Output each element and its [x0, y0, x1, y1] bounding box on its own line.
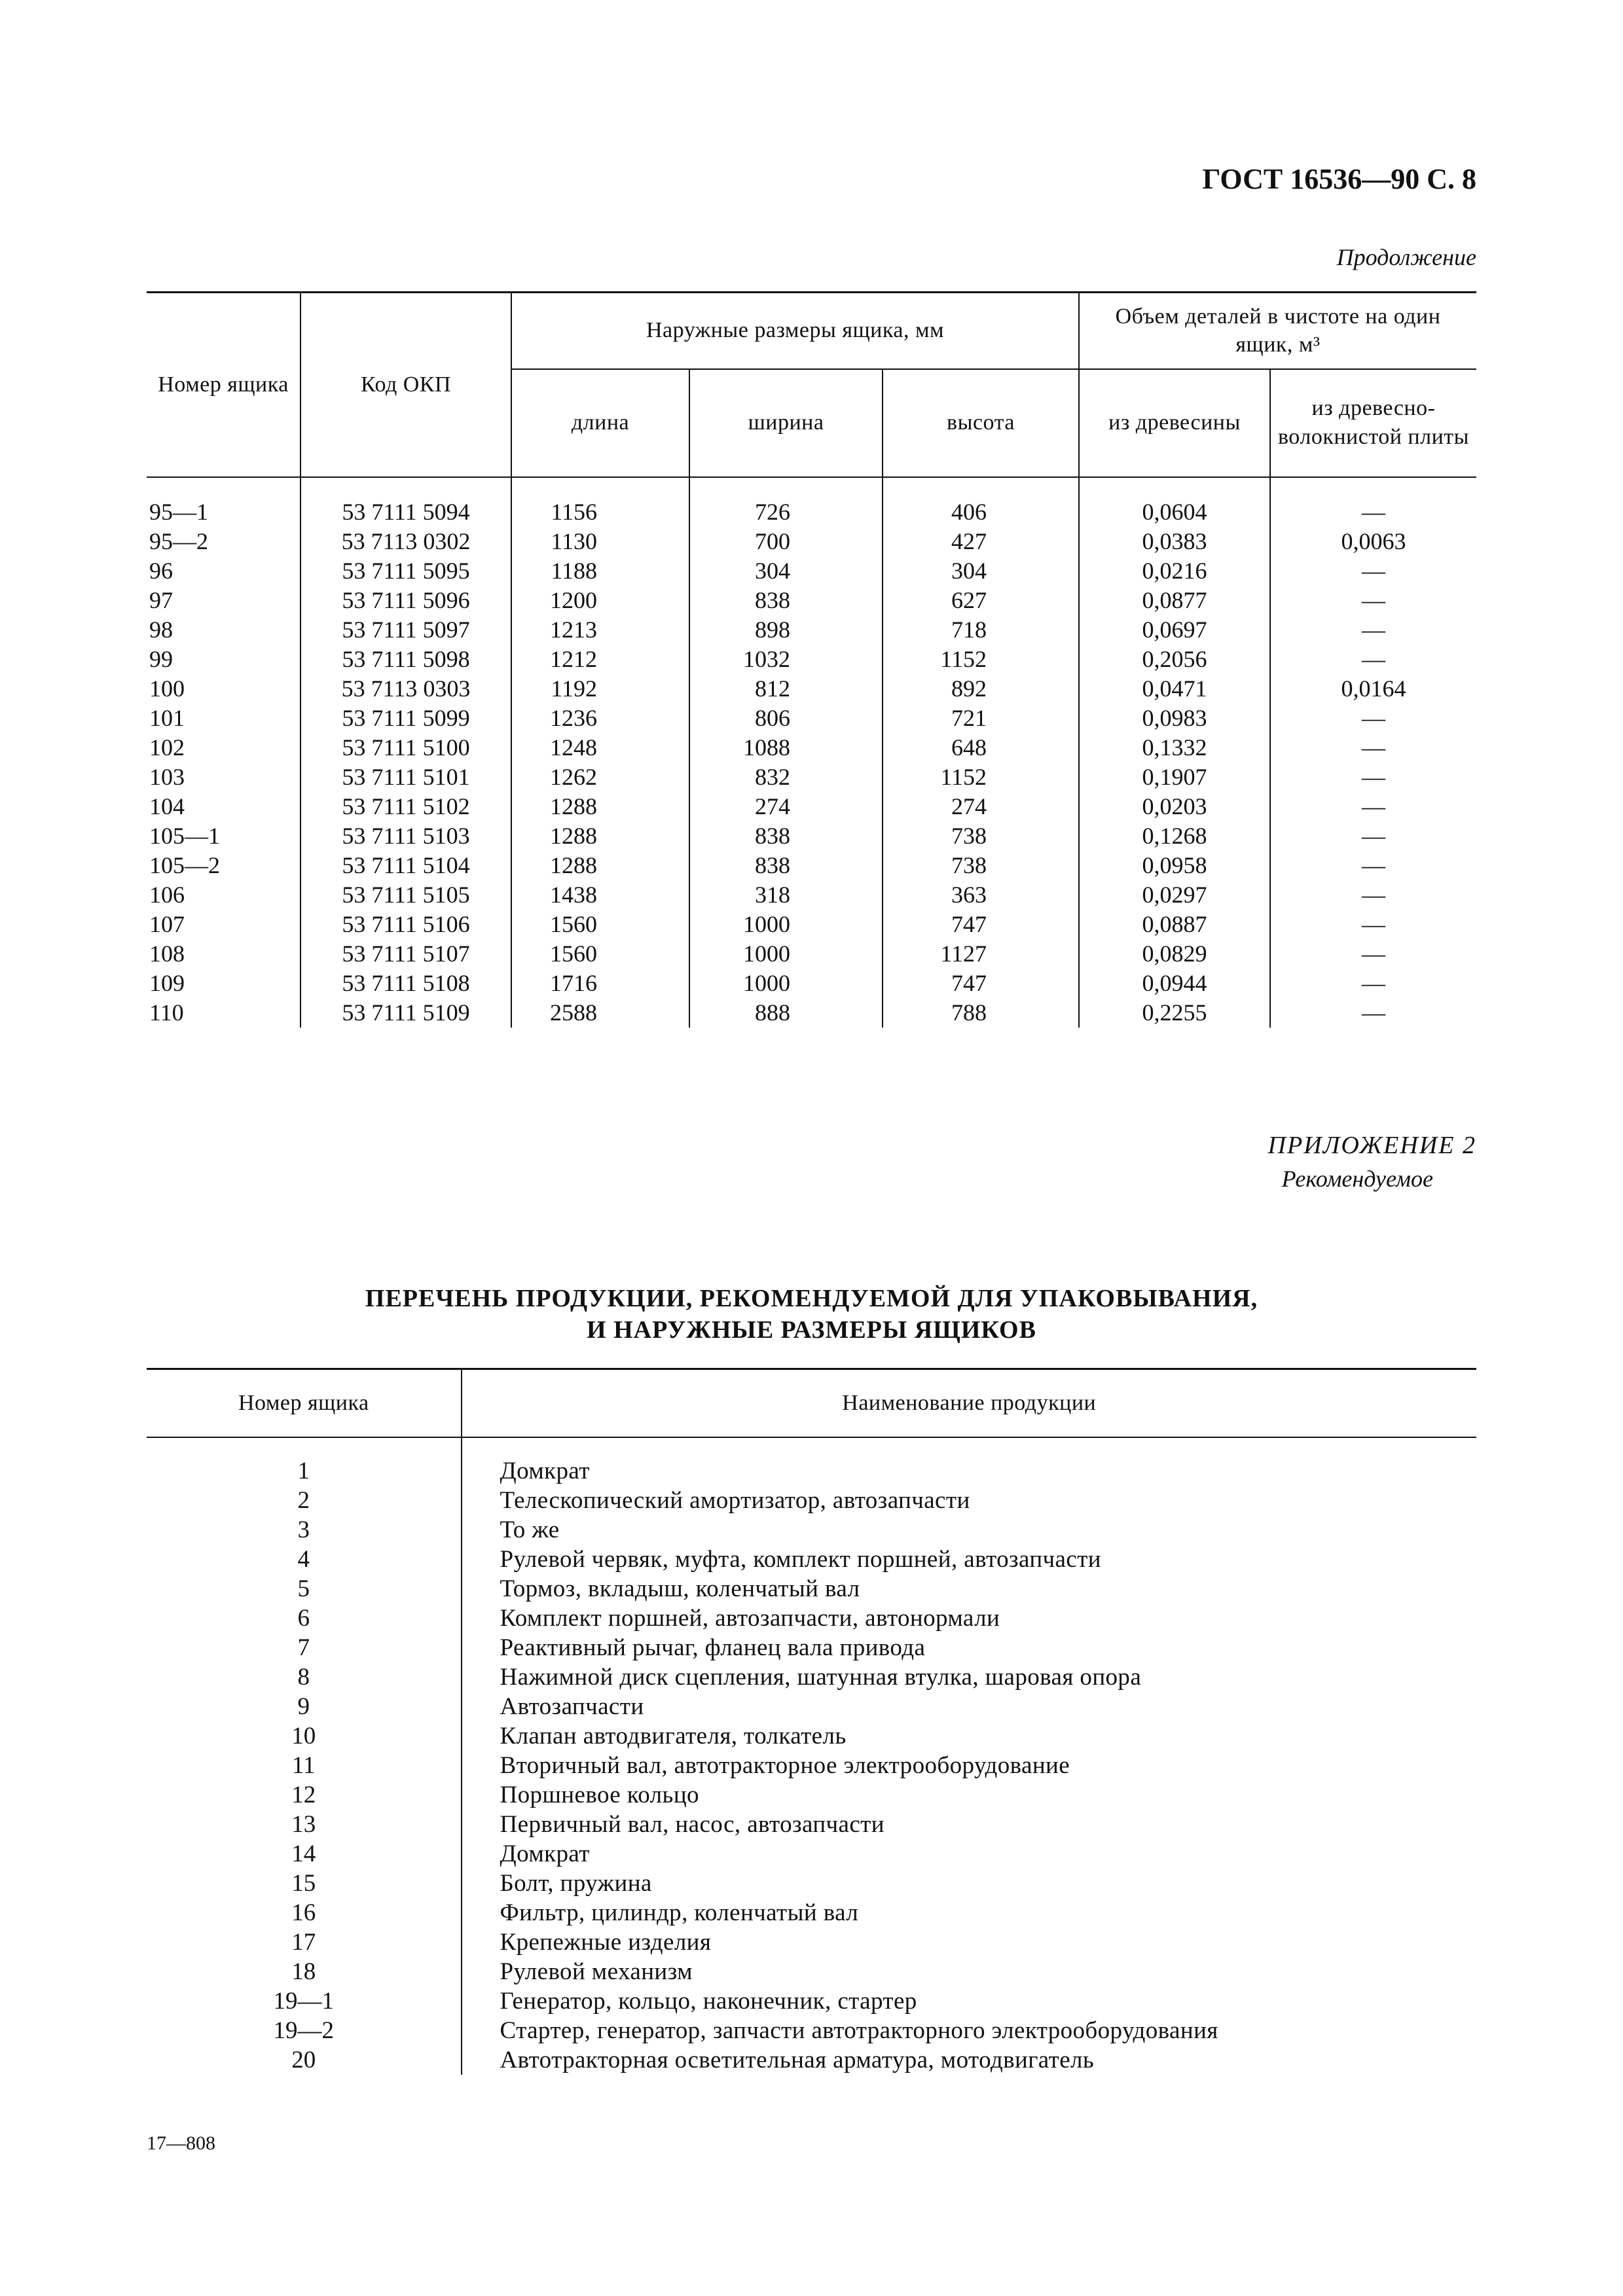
cell-product-name: Телескопический амортизатор, автозапчасти — [462, 1486, 1477, 1515]
cell-length: 1248 — [511, 733, 689, 762]
cell-box-number: 110 — [149, 999, 184, 1026]
cell-width: 700 — [689, 527, 883, 556]
table-row — [147, 645, 1476, 674]
cell-product-name: Нажимной диск сцепления, шатунная втулка, шаровая опора — [462, 1662, 1477, 1692]
cell-volume-fiberboard: — — [1270, 792, 1476, 821]
cell-box-number: 95—1 — [149, 498, 208, 525]
cell-length: 1192 — [511, 674, 689, 704]
list-item — [147, 2045, 1476, 2075]
table-row — [147, 762, 1476, 792]
col-header-width: ширина — [689, 369, 883, 477]
cell-product-name: Тормоз, вкладыш, коленчатый вал — [462, 1574, 1477, 1604]
cell-box-number: 107 — [149, 910, 185, 937]
cell-height: 718 — [883, 615, 1079, 645]
col-header-okp-code: Код ОКП — [301, 293, 511, 477]
cell-volume-fiberboard: — — [1270, 998, 1476, 1028]
cell-list-box-number: 1 — [297, 1458, 310, 1484]
cell-box-number: 103 — [149, 763, 185, 790]
cell-volume-fiberboard: — — [1270, 477, 1476, 527]
list-item — [147, 1957, 1476, 1986]
cell-volume-fiberboard: — — [1270, 645, 1476, 674]
cell-height: 363 — [883, 880, 1079, 910]
cell-width: 1032 — [689, 645, 883, 674]
cell-length: 1288 — [511, 792, 689, 821]
table-row — [147, 792, 1476, 821]
cell-width: 888 — [689, 998, 883, 1028]
cell-okp-code: 53 7111 5105 — [301, 880, 511, 910]
cell-volume-wood: 0,0604 — [1079, 477, 1270, 527]
table-row — [147, 527, 1476, 556]
cell-volume-fiberboard: 0,0164 — [1270, 674, 1476, 704]
cell-width: 318 — [689, 880, 883, 910]
cell-okp-code: 53 7111 5098 — [301, 645, 511, 674]
cell-width: 726 — [689, 477, 883, 527]
cell-volume-fiberboard: — — [1270, 969, 1476, 998]
list-item — [147, 1721, 1476, 1751]
cell-height: 1127 — [883, 939, 1079, 969]
cell-box-number: 108 — [149, 940, 185, 967]
cell-volume-wood: 0,0958 — [1079, 851, 1270, 880]
cell-box-number: 106 — [149, 881, 185, 908]
cell-width: 838 — [689, 821, 883, 851]
table-row — [147, 477, 1476, 527]
table-row — [147, 615, 1476, 645]
list-item — [147, 1898, 1476, 1928]
cell-list-box-number: 7 — [297, 1634, 310, 1661]
table-row — [147, 851, 1476, 880]
table-row — [147, 969, 1476, 998]
cell-width: 304 — [689, 556, 883, 586]
cell-list-box-number: 12 — [291, 1782, 316, 1808]
cell-width: 898 — [689, 615, 883, 645]
table-row — [147, 939, 1476, 969]
continuation-label: Продолжение — [1336, 244, 1476, 270]
cell-okp-code: 53 7111 5108 — [301, 969, 511, 998]
cell-volume-fiberboard: — — [1270, 762, 1476, 792]
cell-volume-wood: 0,0983 — [1079, 704, 1270, 733]
cell-list-box-number: 13 — [291, 1811, 316, 1838]
list-item — [147, 1780, 1476, 1810]
cell-volume-wood: 0,2056 — [1079, 645, 1270, 674]
list-item — [147, 1437, 1476, 1486]
cell-volume-wood: 0,0203 — [1079, 792, 1270, 821]
col-header-box-number: Номер ящика — [147, 293, 301, 477]
list-item — [147, 1928, 1476, 1957]
cell-okp-code: 53 7111 5095 — [301, 556, 511, 586]
list-item — [147, 1751, 1476, 1780]
cell-height: 1152 — [883, 762, 1079, 792]
list-item — [147, 2016, 1476, 2045]
table-row — [147, 704, 1476, 733]
table-row — [147, 556, 1476, 586]
cell-length: 1560 — [511, 910, 689, 939]
cell-length: 1288 — [511, 821, 689, 851]
cell-box-number: 100 — [149, 675, 185, 702]
table-row — [147, 674, 1476, 704]
cell-volume-wood: 0,0944 — [1079, 969, 1270, 998]
cell-okp-code: 53 7111 5102 — [301, 792, 511, 821]
cell-volume-fiberboard: — — [1270, 704, 1476, 733]
table-row — [147, 586, 1476, 615]
cell-volume-fiberboard: — — [1270, 821, 1476, 851]
col-header-height: высота — [883, 369, 1079, 477]
product-list-body — [147, 1437, 1476, 2075]
list-item — [147, 1545, 1476, 1574]
cell-product-name: Крепежные изделия — [462, 1928, 1477, 1957]
appendix-subtitle: Рекомендуемое — [1281, 1166, 1433, 1192]
table-row — [147, 733, 1476, 762]
cell-okp-code: 53 7111 5099 — [301, 704, 511, 733]
list-title-line1: ПЕРЕЧЕНЬ ПРОДУКЦИИ, РЕКОМЕНДУЕМОЙ ДЛЯ УПАКОВЫВАНИЯ, — [365, 1285, 1258, 1312]
cell-list-box-number: 11 — [291, 1752, 316, 1779]
cell-list-box-number: 16 — [291, 1899, 316, 1926]
list-item — [147, 1633, 1476, 1662]
cell-product-name: Клапан автодвигателя, толкатель — [462, 1721, 1477, 1751]
cell-volume-wood: 0,1268 — [1079, 821, 1270, 851]
cell-width: 838 — [689, 586, 883, 615]
cell-height: 747 — [883, 910, 1079, 939]
cell-box-number: 99 — [149, 645, 173, 672]
cell-product-name: Автотракторная осветительная арматура, мотодвигатель — [462, 2045, 1477, 2075]
cell-height: 627 — [883, 586, 1079, 615]
cell-list-box-number: 19—1 — [273, 1988, 334, 2015]
cell-height: 747 — [883, 969, 1079, 998]
cell-product-name: Комплект поршней, автозапчасти, автонормали — [462, 1604, 1477, 1633]
box-dimensions-body — [147, 477, 1476, 1028]
appendix-title: ПРИЛОЖЕНИЕ 2 — [1267, 1132, 1476, 1159]
cell-okp-code: 53 7113 0303 — [301, 674, 511, 704]
cell-product-name: Генератор, кольцо, наконечник, стартер — [462, 1986, 1477, 2016]
page-title: ГОСТ 16536—90 С. 8 — [1202, 163, 1476, 195]
cell-height: 1152 — [883, 645, 1079, 674]
list-item — [147, 1486, 1476, 1515]
cell-list-box-number: 10 — [291, 1723, 316, 1749]
cell-volume-fiberboard: — — [1270, 586, 1476, 615]
cell-product-name: Рулевой механизм — [462, 1957, 1477, 1986]
cell-volume-wood: 0,0887 — [1079, 910, 1270, 939]
cell-product-name: То же — [462, 1515, 1477, 1545]
cell-height: 427 — [883, 527, 1079, 556]
list-item — [147, 1810, 1476, 1839]
cell-okp-code: 53 7111 5101 — [301, 762, 511, 792]
cell-length: 1213 — [511, 615, 689, 645]
cell-okp-code: 53 7111 5109 — [301, 998, 511, 1028]
cell-width: 806 — [689, 704, 883, 733]
cell-width: 1000 — [689, 939, 883, 969]
list-item — [147, 1515, 1476, 1545]
cell-box-number: 95—2 — [149, 528, 208, 554]
list-item — [147, 1574, 1476, 1604]
cell-height: 738 — [883, 851, 1079, 880]
cell-box-number: 109 — [149, 969, 185, 996]
cell-volume-fiberboard: — — [1270, 880, 1476, 910]
cell-length: 1200 — [511, 586, 689, 615]
list-item — [147, 1869, 1476, 1898]
list-item — [147, 1662, 1476, 1692]
cell-volume-wood: 0,1907 — [1079, 762, 1270, 792]
cell-list-box-number: 6 — [297, 1605, 310, 1632]
cell-list-box-number: 15 — [291, 1870, 316, 1897]
cell-length: 1188 — [511, 556, 689, 586]
cell-list-box-number: 4 — [297, 1546, 310, 1573]
cell-length: 1236 — [511, 704, 689, 733]
cell-height: 892 — [883, 674, 1079, 704]
cell-width: 832 — [689, 762, 883, 792]
page-footer-code: 17—808 — [147, 2132, 215, 2154]
col-header-product: Наименование продукции — [462, 1369, 1477, 1438]
col-header-volume: Объем деталей в чистоте на один ящик, м³ — [1079, 293, 1476, 369]
list-item — [147, 1986, 1476, 2016]
cell-box-number: 105—1 — [149, 822, 220, 849]
cell-okp-code: 53 7111 5107 — [301, 939, 511, 969]
cell-box-number: 104 — [149, 793, 185, 819]
cell-length: 1438 — [511, 880, 689, 910]
list-title-line2: И НАРУЖНЫЕ РАЗМЕРЫ ЯЩИКОВ — [587, 1316, 1036, 1344]
list-item — [147, 1604, 1476, 1633]
cell-length: 1130 — [511, 527, 689, 556]
cell-width: 274 — [689, 792, 883, 821]
cell-volume-wood: 0,1332 — [1079, 733, 1270, 762]
cell-list-box-number: 5 — [297, 1575, 310, 1602]
cell-list-box-number: 18 — [291, 1958, 316, 1985]
cell-list-box-number: 9 — [297, 1693, 310, 1720]
cell-list-box-number: 8 — [297, 1664, 310, 1691]
cell-okp-code: 53 7113 0302 — [301, 527, 511, 556]
cell-volume-wood: 0,0297 — [1079, 880, 1270, 910]
cell-length: 1716 — [511, 969, 689, 998]
cell-volume-fiberboard: — — [1270, 556, 1476, 586]
table-row — [147, 998, 1476, 1028]
cell-list-box-number: 17 — [291, 1929, 316, 1956]
cell-volume-fiberboard: — — [1270, 615, 1476, 645]
cell-okp-code: 53 7111 5103 — [301, 821, 511, 851]
cell-volume-wood: 0,0383 — [1079, 527, 1270, 556]
cell-height: 304 — [883, 556, 1079, 586]
cell-height: 788 — [883, 998, 1079, 1028]
cell-product-name: Автозапчасти — [462, 1692, 1477, 1721]
cell-list-box-number: 19—2 — [273, 2017, 334, 2044]
cell-okp-code: 53 7111 5100 — [301, 733, 511, 762]
cell-volume-fiberboard: — — [1270, 910, 1476, 939]
cell-list-box-number: 20 — [291, 2047, 316, 2073]
cell-length: 1262 — [511, 762, 689, 792]
cell-width: 1000 — [689, 910, 883, 939]
cell-okp-code: 53 7111 5094 — [301, 477, 511, 527]
cell-okp-code: 53 7111 5097 — [301, 615, 511, 645]
cell-product-name: Рулевой червяк, муфта, комплект поршней, автозапчасти — [462, 1545, 1477, 1574]
cell-volume-wood: 0,0829 — [1079, 939, 1270, 969]
cell-volume-fiberboard: — — [1270, 733, 1476, 762]
table-row — [147, 821, 1476, 851]
cell-height: 738 — [883, 821, 1079, 851]
cell-width: 812 — [689, 674, 883, 704]
cell-length: 1156 — [511, 477, 689, 527]
cell-box-number: 98 — [149, 616, 173, 643]
cell-okp-code: 53 7111 5096 — [301, 586, 511, 615]
box-dimensions-table — [147, 291, 1476, 1028]
cell-okp-code: 53 7111 5106 — [301, 910, 511, 939]
cell-product-name: Стартер, генератор, запчасти автотракторного электрооборудования — [462, 2016, 1477, 2045]
cell-box-number: 97 — [149, 586, 173, 613]
cell-volume-wood: 0,0877 — [1079, 586, 1270, 615]
cell-list-box-number: 3 — [297, 1516, 310, 1543]
cell-width: 1000 — [689, 969, 883, 998]
cell-product-name: Болт, пружина — [462, 1869, 1477, 1898]
cell-height: 648 — [883, 733, 1079, 762]
cell-box-number: 102 — [149, 734, 185, 761]
cell-length: 2588 — [511, 998, 689, 1028]
list-item — [147, 1692, 1476, 1721]
cell-volume-wood: 0,0471 — [1079, 674, 1270, 704]
list-item — [147, 1839, 1476, 1869]
cell-length: 1288 — [511, 851, 689, 880]
table-row — [147, 880, 1476, 910]
col-header-list-box-number: Номер ящика — [147, 1369, 462, 1438]
cell-length: 1212 — [511, 645, 689, 674]
cell-volume-wood: 0,2255 — [1079, 998, 1270, 1028]
cell-volume-fiberboard: — — [1270, 939, 1476, 969]
cell-height: 406 — [883, 477, 1079, 527]
cell-box-number: 105—2 — [149, 852, 220, 878]
cell-volume-wood: 0,0216 — [1079, 556, 1270, 586]
cell-box-number: 101 — [149, 704, 185, 731]
cell-box-number: 96 — [149, 557, 173, 584]
col-header-fiberboard: из древесно-волокнистой плиты — [1270, 369, 1476, 477]
cell-volume-wood: 0,0697 — [1079, 615, 1270, 645]
cell-product-name: Домкрат — [462, 1839, 1477, 1869]
cell-product-name: Реактивный рычаг, фланец вала привода — [462, 1633, 1477, 1662]
cell-height: 274 — [883, 792, 1079, 821]
cell-product-name: Первичный вал, насос, автозапчасти — [462, 1810, 1477, 1839]
cell-product-name: Вторичный вал, автотракторное электрооборудование — [462, 1751, 1477, 1780]
cell-list-box-number: 2 — [297, 1487, 310, 1514]
cell-volume-fiberboard: 0,0063 — [1270, 527, 1476, 556]
cell-height: 721 — [883, 704, 1079, 733]
cell-length: 1560 — [511, 939, 689, 969]
col-header-wood: из древесины — [1079, 369, 1270, 477]
col-header-length: длина — [511, 369, 689, 477]
col-header-outer-dims: Наружные размеры ящика, мм — [511, 293, 1079, 369]
cell-width: 1088 — [689, 733, 883, 762]
product-list-table — [147, 1368, 1476, 2075]
cell-product-name: Домкрат — [462, 1437, 1477, 1486]
cell-product-name: Поршневое кольцо — [462, 1780, 1477, 1810]
table-row — [147, 910, 1476, 939]
cell-volume-fiberboard: — — [1270, 851, 1476, 880]
cell-width: 838 — [689, 851, 883, 880]
cell-list-box-number: 14 — [291, 1840, 316, 1867]
cell-okp-code: 53 7111 5104 — [301, 851, 511, 880]
cell-product-name: Фильтр, цилиндр, коленчатый вал — [462, 1898, 1477, 1928]
